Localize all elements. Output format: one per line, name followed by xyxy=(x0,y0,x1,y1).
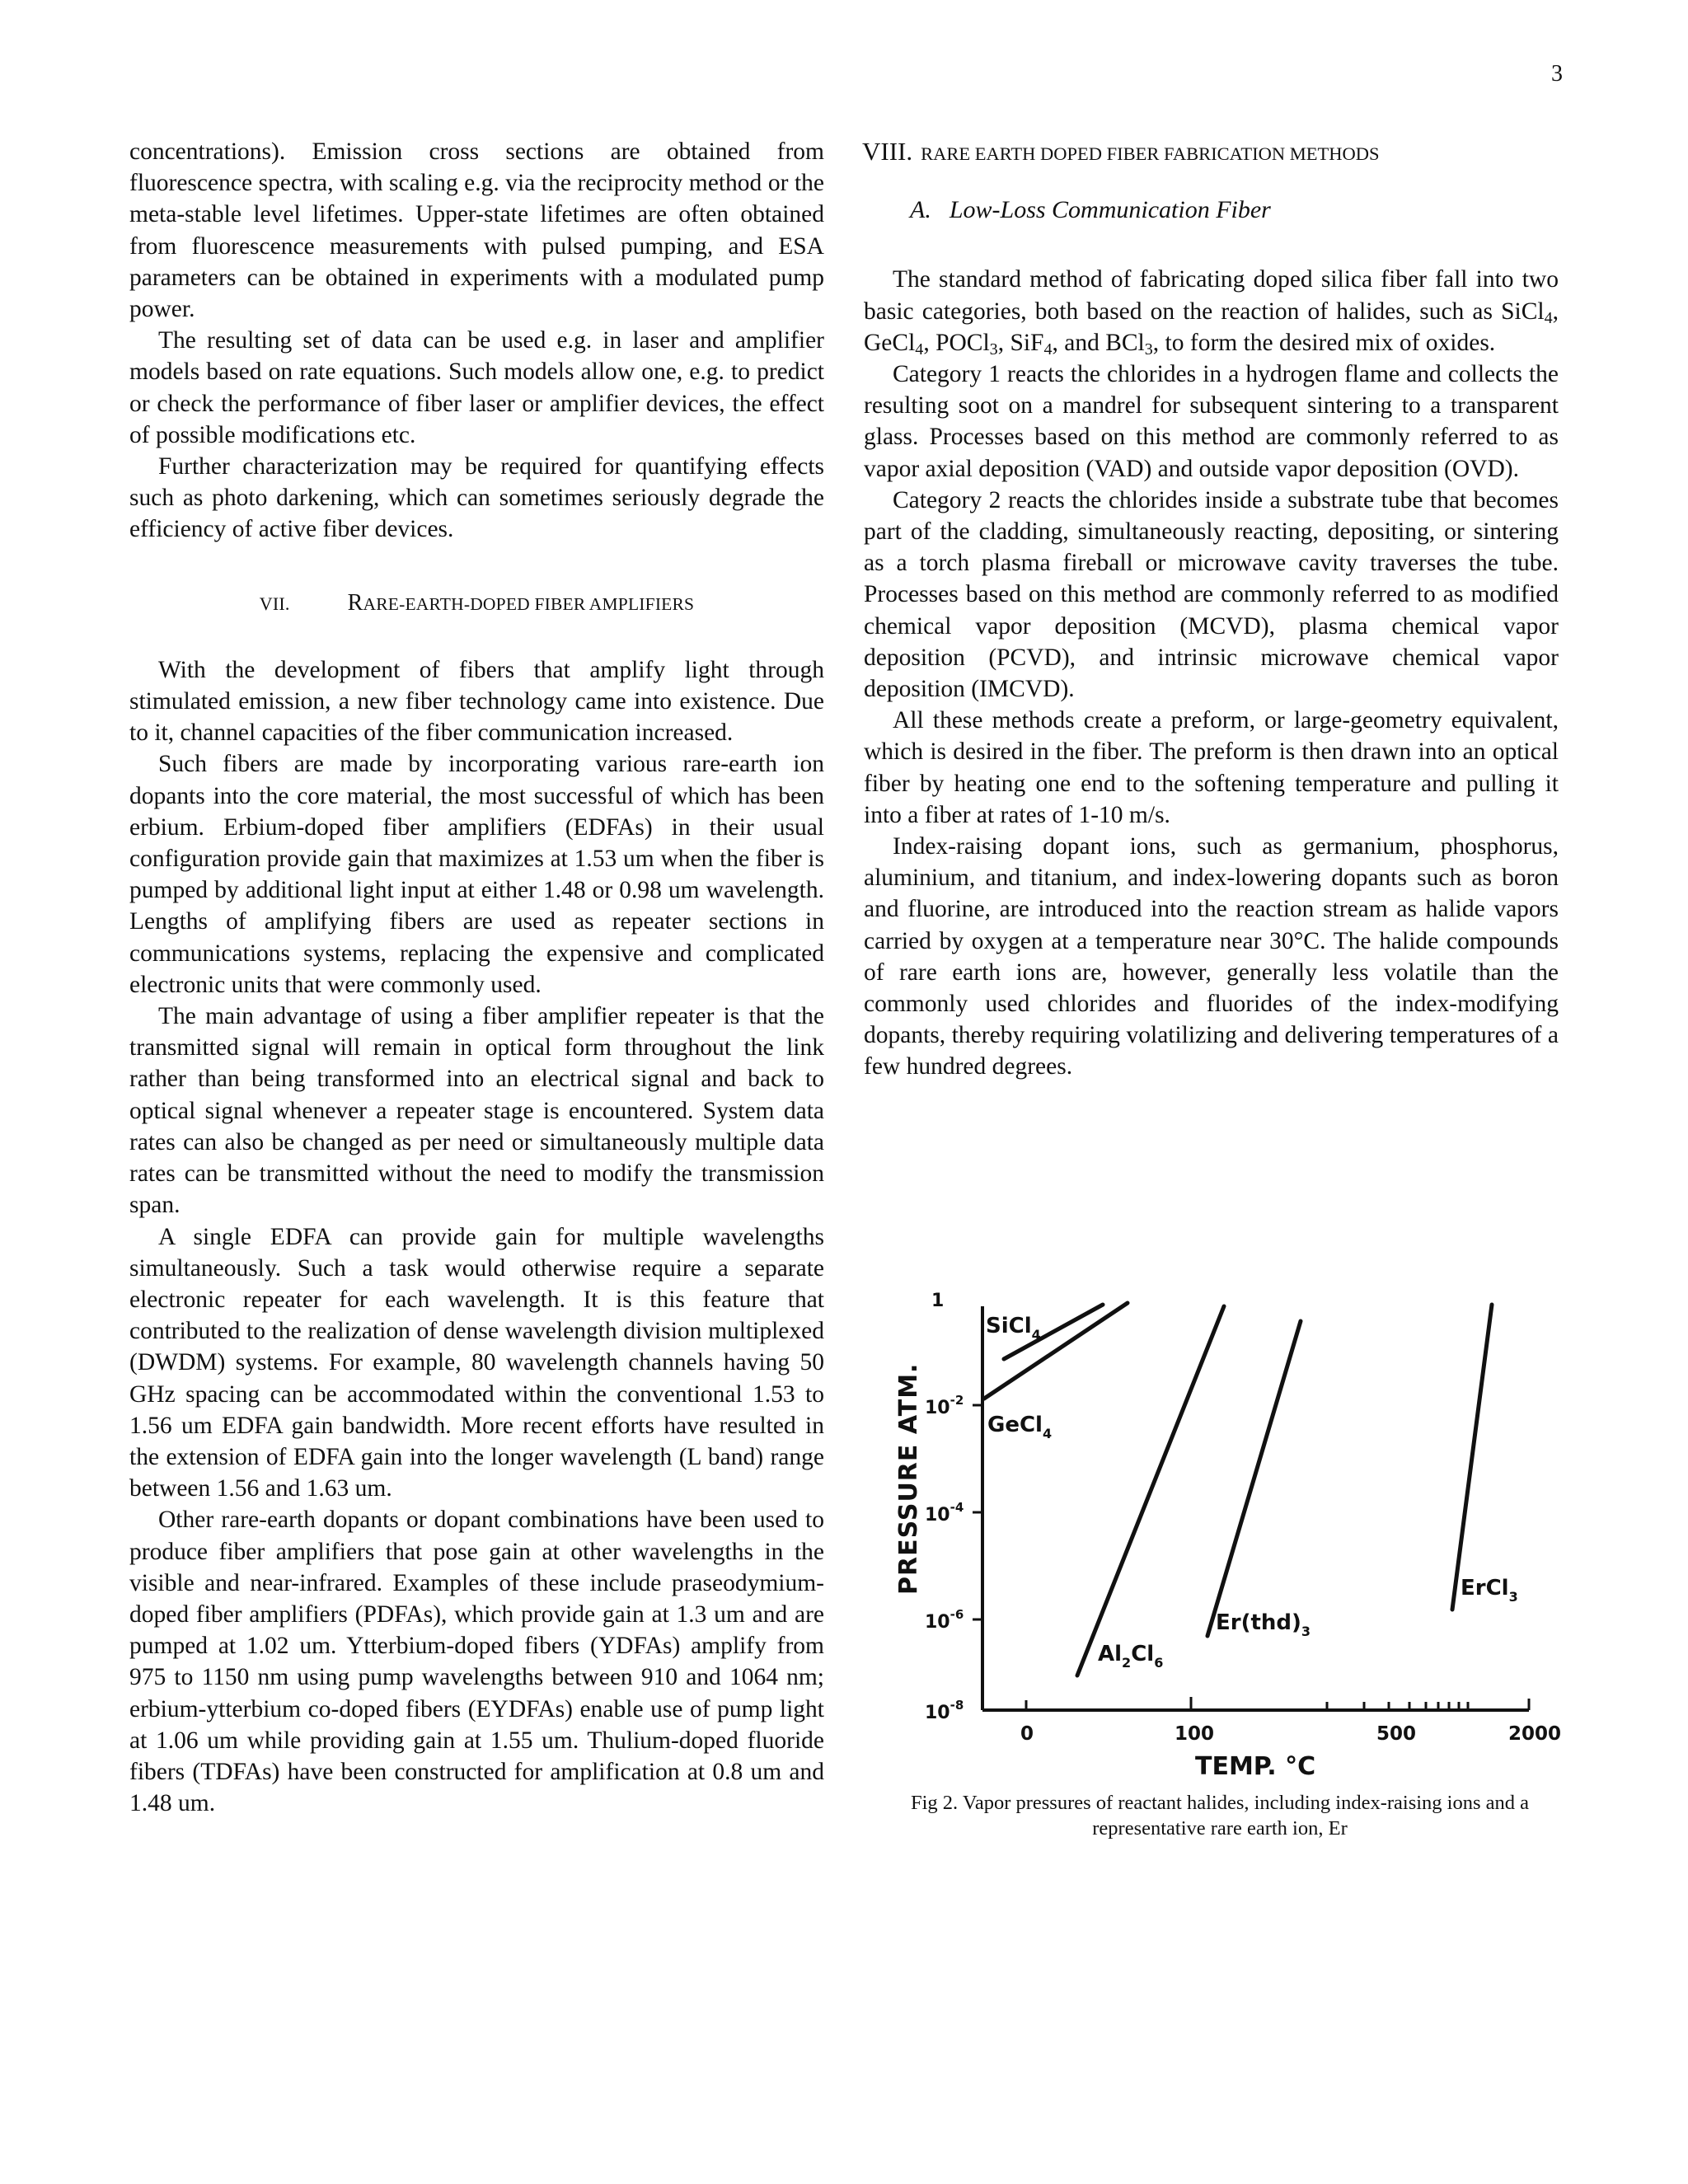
y-tick-label: $10^{-2}$ xyxy=(925,1393,964,1418)
paragraph: With the development of fibers that amplify light through stimulated emission, a new fiber technology came into existence. Due to it, channel capacities of the fiber communication increased. xyxy=(129,656,824,747)
x-tick-label: 100 xyxy=(1175,1723,1215,1745)
paragraph: Category 1 reacts the chlorides in a hydrogen flame and collects the resulting soot on a mandrel for subsequent sintering to a transparent glass. Processes based on this method are commonly referred to as vapor axial deposition (VAD) and outside vapor deposition (OVD). xyxy=(864,361,1559,482)
subsection-title: Low-Loss Communication Fiber xyxy=(949,196,1271,224)
y-tick-label: $10^{-8}$ xyxy=(925,1698,964,1723)
erthd3-label: $Er(thd)_3$ xyxy=(1216,1610,1311,1639)
y-axis-label: PRESSURE ATM. xyxy=(894,1362,923,1595)
text-run: , GeCl xyxy=(864,298,1559,356)
section-title: ARE-EARTH-DOPED FIBER AMPLIFIERS xyxy=(363,593,695,614)
subscript: 4 xyxy=(915,340,924,359)
ercl3-label: ErCl$_3$ xyxy=(1461,1576,1518,1605)
text-run: The standard method of fabricating doped silica fiber fall into two basic categories, both based on the reaction of halides, such as SiCl xyxy=(864,266,1559,325)
x-axis-label: TEMP. °C xyxy=(1195,1752,1316,1781)
erthd3-curve xyxy=(1207,1321,1301,1636)
sicl4-label: SiCl$_4$ xyxy=(986,1314,1041,1343)
section-number: VIII. xyxy=(862,137,913,166)
y-tick-label: $10^{-4}$ xyxy=(925,1500,964,1526)
section-heading-viii xyxy=(862,136,1559,170)
al2cl6-curve xyxy=(1077,1306,1224,1675)
subsection-heading xyxy=(910,194,1559,226)
paragraph: All these methods create a preform, or large-geometry equivalent, which is desired in the fiber. The preform is then drawn into an optical fiber by heating one end to the softening temperature and pulling it into a fiber at rates of 1-10 m/s. xyxy=(864,707,1559,828)
x-ticks xyxy=(1026,1697,1529,1710)
paragraph xyxy=(864,264,1559,359)
text-run: , and BCl xyxy=(1052,329,1145,356)
right-column xyxy=(864,136,1559,1083)
vapor-pressure-plot xyxy=(882,1273,1566,1784)
section-title-initial: R xyxy=(347,589,363,616)
figure-caption: Fig 2. Vapor pressures of reactant halides, including index-raising ions and a representative rare earth ion, Er xyxy=(910,1792,1530,1840)
subscript: 4 xyxy=(1043,340,1053,359)
page-number: 3 xyxy=(1551,61,1563,87)
x-tick-label: 0 xyxy=(1020,1723,1034,1745)
y-tick-labels xyxy=(925,1291,964,1723)
paragraph: The resulting set of data can be used e.g. in laser and amplifier models based on rate equations. Such models allow one, e.g. to predict or check the performance of fiber laser or amplifier devices, the effect of possible modifications etc. xyxy=(129,327,824,448)
text-run: , POCl xyxy=(923,329,990,356)
left-column xyxy=(129,136,824,1819)
al2cl6-label: $Al_2Cl_6$ xyxy=(1098,1642,1164,1671)
section-title: RARE EARTH DOPED FIBER FABRICATION METHODS xyxy=(921,143,1380,164)
section-number: VII. xyxy=(259,593,290,614)
gecl4-label: GeCl$_4$ xyxy=(987,1413,1053,1441)
paragraph: Index-raising dopant ions, such as germanium, phosphorus, aluminium, and titanium, and index-lowering dopants such as boron and fluorine, are introduced into the reaction stream as halide vapors carried by oxygen at a temperature near 30°C. The halide compounds of rare earth ions are, however, generally less volatile than the commonly used chlorides and fluorides of the index-modifying dopants, thereby requiring volatilizing and delivering temperatures of a few hundred degrees. xyxy=(864,833,1559,1080)
subscript: 3 xyxy=(989,340,998,359)
y-tick-label: $10^{-6}$ xyxy=(925,1607,964,1633)
x-tick-label: 500 xyxy=(1376,1723,1417,1745)
vapor-pressure-figure xyxy=(882,1273,1566,1784)
y-tick-label: 1 xyxy=(931,1291,945,1311)
subscript: 4 xyxy=(1544,308,1553,327)
paragraph: Such fibers are made by incorporating various rare-earth ion dopants into the core material, the most successful of which has been erbium. Erbium-doped fiber amplifiers (EDFAs) in their usual configuration provide gain that maximizes at 1.53 um when the fiber is pumped by additional light input at either 1.48 or 0.98 um wavelength. Lengths of amplifying fibers are used as repeater sections in communications systems, replacing the expensive and complicated electronic units that were commonly used. xyxy=(129,751,824,998)
ercl3-curve xyxy=(1452,1305,1492,1610)
text-run: , SiF xyxy=(997,329,1044,356)
text-run: , to form the desired mix of oxides. xyxy=(1152,329,1496,356)
paragraph: A single EDFA can provide gain for multiple wavelengths simultaneously. Such a task would otherwise require a separate electronic repeater for each wavelength. It is this feature that contributed to the realization of dense wavelength division multiplexed (DWDM) systems. For example, 80 wavelength channels having 50 GHz spacing can be accommodated within the conventional 1.53 to 1.56 um EDFA gain bandwidth. More recent efforts have resulted in the extension of EDFA gain into the longer wavelength (L band) range between 1.56 and 1.63 um. xyxy=(129,1223,824,1502)
paragraph: The main advantage of using a fiber amplifier repeater is that the transmitted signal will remain in optical form throughout the link rather than being transformed into an electrical signal and back to optical signal whenever a repeater stage is encountered. System data rates can also be changed as per need or simultaneously multiple data rates can be transmitted without the need to modify the transmission span. xyxy=(129,1003,824,1219)
x-tick-labels xyxy=(1020,1723,1561,1745)
paragraph: Other rare-earth dopants or dopant combinations have been used to produce fiber amplifiers that pose gain at other wavelengths in the visible and near-infrared. Examples of these include praseodymium-doped fiber amplifiers (PDFAs), which provide gain at 1.3 um and are pumped at 1.02 um. Ytterbium-doped fibers (YDFAs) amplify from 975 to 1150 nm using pump wavelengths between 910 and 1064 nm; erbium-ytterbium co-doped fibers (EYDFAs) enable use of pump light at 1.06 um while providing gain at 1.55 um. Thulium-doped fluoride fibers (TDFAs) have been constructed for amplification at 0.8 um and 1.48 um. xyxy=(129,1507,824,1817)
x-tick-label: 2000 xyxy=(1508,1723,1562,1745)
subsection-letter: A. xyxy=(910,196,931,224)
paragraph: Further characterization may be required for quantifying effects such as photo darkening, which can sometimes seriously degrade the efficiency of active fiber devices. xyxy=(129,453,824,543)
paragraph: concentrations). Emission cross sections are obtained from fluorescence spectra, with scaling e.g. via the reciprocity method or the meta-stable level lifetimes. Upper-state lifetimes are often obtained from fluorescence measurements with pulsed pumping, and ESA parameters can be obtained in experiments with a modulated pump power. xyxy=(129,138,824,323)
section-heading-vii xyxy=(129,587,824,620)
paragraph: Category 2 reacts the chlorides inside a substrate tube that becomes part of the cladding, simultaneously reacting, depositing, or sintering as a torch plasma fireball or microwave cavity traverses the tube. Processes based on this method are commonly referred to as modified chemical vapor deposition (MCVD), plasma chemical vapor deposition (PCVD), and intrinsic microwave chemical vapor deposition (IMCVD). xyxy=(864,486,1559,703)
subscript: 3 xyxy=(1144,340,1153,359)
